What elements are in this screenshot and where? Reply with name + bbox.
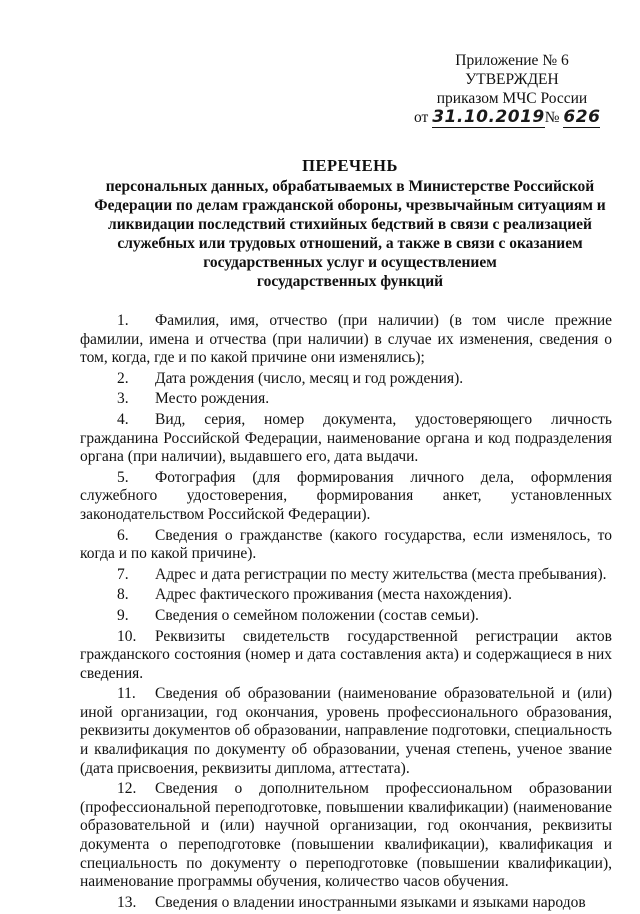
item-number: 10. [117, 627, 137, 645]
list-item [80, 780, 612, 892]
list-item [80, 312, 612, 368]
item-text: Сведения об образовании (наименование образовательной и (или) иной организации, год окончания, уровень профессионального образования, реквизиты документов об образовании, направление подготовки, специальность и квалификация по документу об образовании, ученая степень, ученое звание (дата присвоения, реквизиты диплома, аттестата). [80, 685, 612, 777]
handwritten-date: 31.10.2019 [432, 107, 545, 127]
date-prefix: от [414, 109, 429, 126]
appendix-number: Приложение № 6 [455, 52, 569, 69]
approved-label: УТВЕРЖДЕН [465, 71, 559, 88]
list-item [80, 586, 612, 605]
item-number: 8. [117, 586, 129, 604]
item-number: 7. [117, 565, 129, 583]
handwritten-number: 626 [563, 107, 601, 127]
list-item [80, 894, 612, 913]
list-item [80, 411, 612, 467]
title-line: государственных функций [256, 273, 444, 290]
item-number: 5. [117, 468, 129, 486]
list-item [80, 566, 612, 585]
item-number: 3. [117, 390, 129, 408]
item-text: Адрес и дата регистрации по месту жительства (места пребывания). [155, 565, 607, 583]
list-item [80, 469, 612, 525]
list-item [80, 370, 612, 389]
title-line: персональных данных, обрабатываемых в Министерстве Российской [105, 178, 595, 195]
list-item [80, 390, 612, 409]
title-line: ликвидации последствий стихийных бедствий в связи с реализацией [108, 216, 592, 233]
approval-stamp [412, 51, 612, 127]
item-text: Фотография (для формирования личного дела, оформления служебного удостоверения, формирования анкет, установленных законодательством Российской Федерации). [80, 468, 612, 523]
item-number: 2. [117, 369, 129, 387]
title-line: государственных услуг и осуществлением [203, 254, 497, 271]
item-text: Дата рождения (число, месяц и год рождения). [155, 369, 464, 387]
item-text: Вид, серия, номер документа, удостоверяющего личность гражданина Российской Федерации, наименование органа и код подразделения органа (при наличии), выдавшего его, дата выдачи. [80, 410, 612, 466]
list-item [80, 607, 612, 626]
list-item [80, 527, 612, 564]
item-text: Реквизиты свидетельств государственной регистрации актов гражданского состояния (номер и дата составления акта) и содержащиеся в них сведения. [80, 627, 612, 682]
number-sign: № [544, 109, 560, 126]
item-number: 12. [117, 780, 137, 798]
list-item [80, 628, 612, 684]
title-heading: ПЕРЕЧЕНЬ [302, 156, 398, 175]
item-text: Сведения о гражданстве (какого государства, если изменялось, то когда и по какой причине). [80, 526, 612, 563]
item-text: Сведения о семейном положении (состав семьи). [155, 606, 479, 624]
title-line: служебных или трудовых отношений, а также в связи с оказанием [117, 235, 583, 252]
item-text: Фамилия, имя, отчество (при наличии) (в том числе прежние фамилии, имена и отчества (при наличии) в случае их изменения, сведения о том, когда, где и по какой причине они изменялись); [80, 312, 612, 367]
order-date-line [412, 108, 612, 127]
item-number: 11. [117, 685, 136, 703]
item-text: Адрес фактического проживания (места нахождения). [155, 586, 512, 604]
item-number: 6. [117, 526, 129, 544]
item-text: Место рождения. [155, 390, 270, 408]
item-text: Сведения о дополнительном профессиональном образовании (профессиональной переподготовке, повышении квалификации) (наименование образовательной и (или) научной организации, год окончания, реквизиты документа о переподготовке (повышении квалификации), квалификация и специальность по документу о переподготовке (повышении квалификации), наименование программы обучения, количество часов обучения. [80, 780, 612, 891]
item-number: 1. [117, 312, 129, 329]
title-line: Федерации по делам гражданской обороны, чрезвычайным ситуациям и [94, 197, 606, 214]
document-title [80, 156, 620, 291]
data-list [80, 312, 612, 914]
item-number: 13. [117, 893, 137, 911]
list-item [80, 685, 612, 778]
order-label: приказом МЧС России [436, 90, 588, 107]
item-number: 9. [117, 606, 129, 624]
item-number: 4. [117, 410, 129, 428]
item-text: Сведения о владении иностранными языками и языками народов [155, 893, 586, 911]
